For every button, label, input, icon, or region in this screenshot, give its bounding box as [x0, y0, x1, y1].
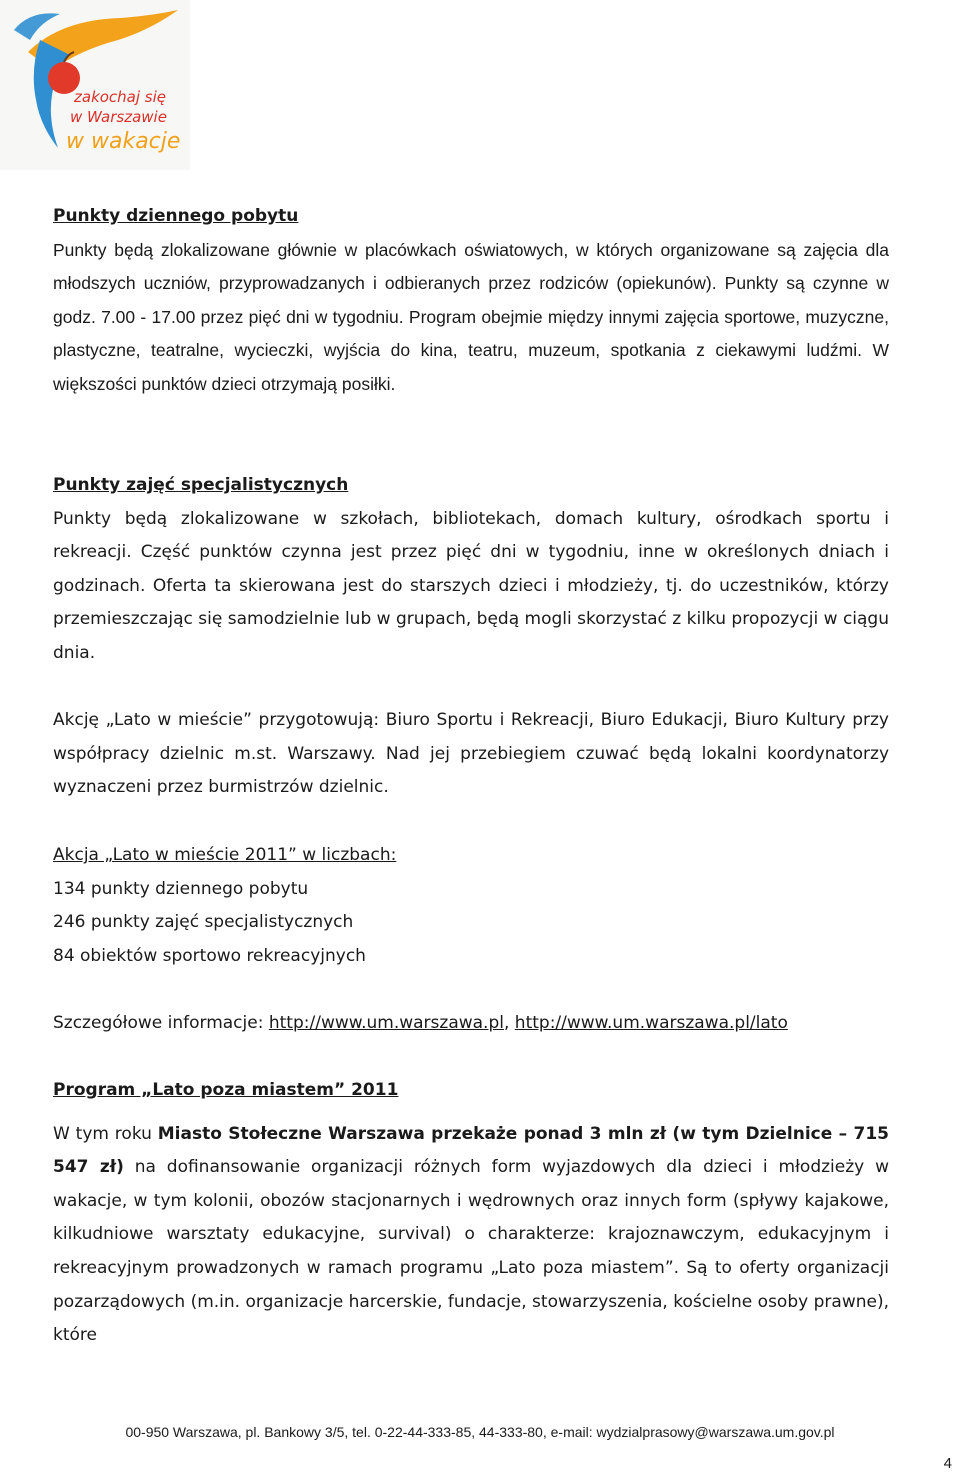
section-text: Punkty będą zlokalizowane w szkołach, bibliotekach, domach kultury, ośrodkach sportu i rekreacji. Część punktów czynna jest przez pięć dni w tygodniu, inne w określonych dniach i godzinach. Oferta ta skierowana jest do starszych dzieci i młodzieży, tj. do uczestników, którzy przemieszczając się samodzielnie lub w grupach, będą mogli skorzystać z kilku propozycji w ciągu dnia. [53, 508, 889, 663]
program-heading: Program „Lato poza miastem” 2011 [53, 1080, 399, 1100]
stats-item: 134 punkty dziennego pobytu [53, 878, 309, 899]
section-statistics [53, 839, 889, 973]
section-organizatorzy [53, 704, 889, 805]
program-rest: na dofinansowanie organizacji różnych form wyjazdowych dla dzieci i młodzieży w wakacje, w tym kolonii, obozów stacjonarnych i wędrownych oraz innych form (spływy kajakowe, kilkudniowe warsztaty edukacyjne, survival) o charakterze: krajoznawczym, edukacyjnym i rekreacyjnym prowadzonych w ramach programu „Lato poza miastem”. Są to oferty organizacji pozarządowych (m.in. organizacje harcerskie, fundacje, stowarzyszenia, kościelne osoby prawne), które [53, 1157, 889, 1346]
section-dzienny-pobyt [53, 200, 889, 402]
info-label: Szczegółowe informacje: [53, 1013, 269, 1033]
stats-item: 84 obiektów sportowo rekreacyjnych [53, 945, 366, 966]
info-separator: , [503, 1013, 515, 1033]
stats-item: 246 punkty zajęć specjalistycznych [53, 912, 354, 933]
link-um-warszawa[interactable]: http://www.um.warszawa.pl [268, 1013, 504, 1033]
section-lato-poza-miastem [53, 1074, 889, 1353]
logo-text-3: w wakacje [66, 129, 181, 154]
program-bold: Miasto Stołeczne Warszawa przekaże ponad 3 mln zł (w tym Dzielnice – 715 547 zł) [53, 1123, 889, 1178]
page-number: 4 [943, 1455, 952, 1472]
section-zajecia-specjalistyczne [53, 469, 889, 671]
link-um-warszawa-lato[interactable]: http://www.um.warszawa.pl/lato [514, 1013, 788, 1033]
stats-heading: Akcja „Lato w mieście 2011” w liczbach: [53, 845, 397, 865]
section-heading: Punkty zajęć specjalistycznych [53, 475, 349, 495]
section-heading: Punkty dziennego pobytu [53, 206, 299, 226]
page-footer: 00-950 Warszawa, pl. Bankowy 3/5, tel. 0-22-44-333-85, 44-333-80, e-mail: wydzialprasowy@warszawa.um.gov.pl [125, 1424, 835, 1440]
program-lead: W tym roku [53, 1123, 158, 1144]
campaign-logo [0, 0, 190, 170]
logo-text-2: w Warszawie [70, 108, 167, 126]
logo-text-1: zakochaj się [74, 88, 167, 106]
section-text: Akcję „Lato w mieście” przygotowują: Biuro Sportu i Rekreacji, Biuro Edukacji, Biuro Kultury przy współpracy dzielnic m.st. Warszawy. Nad jej przebiegiem czuwać będą lokalni koordynatorzy wyznaczeni przez burmistrzów dzielnic. [53, 710, 889, 798]
info-line [53, 1007, 889, 1041]
section-text: Punkty będą zlokalizowane głównie w placówkach oświatowych, w których organizowane są zajęcia dla młodszych uczniów, przyprowadzanych i odbieranych przez rodziców (opiekunów). Punkty są czynne w godz. 7.00 - 17.00 przez pięć dni w tygodniu. Program obejmie między innymi zajęcia sportowe, muzyczne, plastyczne, teatralne, wycieczki, wyjścia do kina, teatru, muzeum, spotkania z ciekawymi ludźmi. W większości punktów dzieci otrzymają posiłki. [53, 239, 889, 394]
